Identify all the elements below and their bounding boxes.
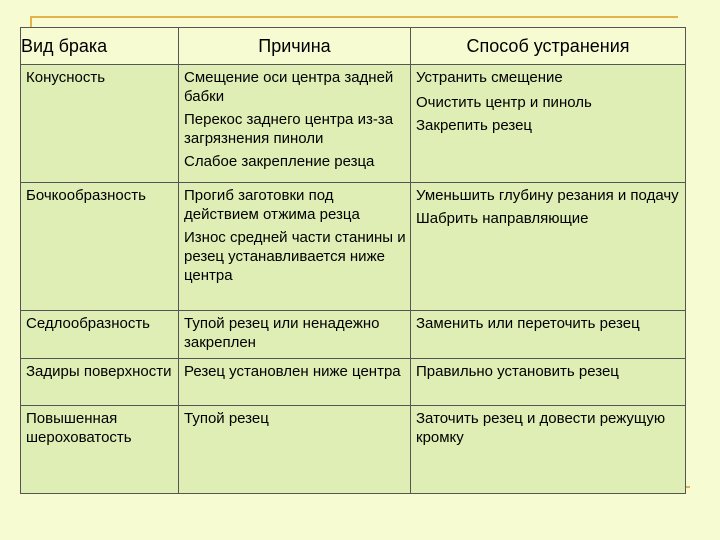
cause-item: Резец установлен ниже центра <box>184 363 401 380</box>
defect-cell <box>21 65 179 183</box>
defect-cell <box>21 359 179 406</box>
remedy-item: Заточить резец и довести режущую кромку <box>416 410 666 446</box>
header-cause: Причина <box>179 28 411 65</box>
defect-name: Задиры поверхности <box>26 363 172 380</box>
table-row <box>21 65 686 183</box>
table-row <box>21 406 686 494</box>
decorative-top-line <box>30 16 678 18</box>
cause-cell <box>179 359 411 406</box>
cause-item: Тупой резец <box>184 410 269 427</box>
defect-name: Седлообразность <box>26 315 150 332</box>
cause-item: Износ средней части станины и резец устанавливается ниже центра <box>184 229 406 284</box>
remedy-cell <box>411 183 686 311</box>
cause-item: Тупой резец или ненадежно закреплен <box>184 315 380 351</box>
defect-name: Повышенная шероховатость <box>26 410 132 446</box>
remedy-item: Уменьшить глубину резания и подачу <box>416 187 679 204</box>
header-defect-type: Вид брака <box>21 28 179 65</box>
cause-item: Смещение оси центра задней бабки <box>184 69 394 105</box>
remedy-cell <box>411 65 686 183</box>
remedy-item: Устранить смещение <box>416 69 563 86</box>
remedy-cell <box>411 359 686 406</box>
cause-item: Слабое закрепление резца <box>184 153 375 170</box>
defect-name: Конусность <box>26 69 106 86</box>
defect-cell <box>21 183 179 311</box>
remedy-item: Шабрить направляющие <box>416 210 589 227</box>
remedy-item: Закрепить резец <box>416 117 533 134</box>
defect-name: Бочкообразность <box>26 187 146 204</box>
remedy-item: Заменить или переточить резец <box>416 315 640 332</box>
defect-cell <box>21 406 179 494</box>
header-remedy: Способ устранения <box>411 28 686 65</box>
cause-cell <box>179 406 411 494</box>
cause-cell <box>179 183 411 311</box>
cause-cell <box>179 311 411 359</box>
cause-item: Перекос заднего центра из-за загрязнения пиноли <box>184 111 394 147</box>
defects-table <box>20 27 686 494</box>
cause-item: Прогиб заготовки под действием отжима резца <box>184 187 360 223</box>
cause-cell <box>179 65 411 183</box>
header-row <box>21 28 686 65</box>
table-row <box>21 359 686 406</box>
remedy-cell <box>411 406 686 494</box>
table-row <box>21 311 686 359</box>
remedy-item: Очистить центр и пиноль <box>416 94 592 111</box>
table-row <box>21 183 686 311</box>
defect-cell <box>21 311 179 359</box>
remedy-item: Правильно установить резец <box>416 363 619 380</box>
remedy-cell <box>411 311 686 359</box>
